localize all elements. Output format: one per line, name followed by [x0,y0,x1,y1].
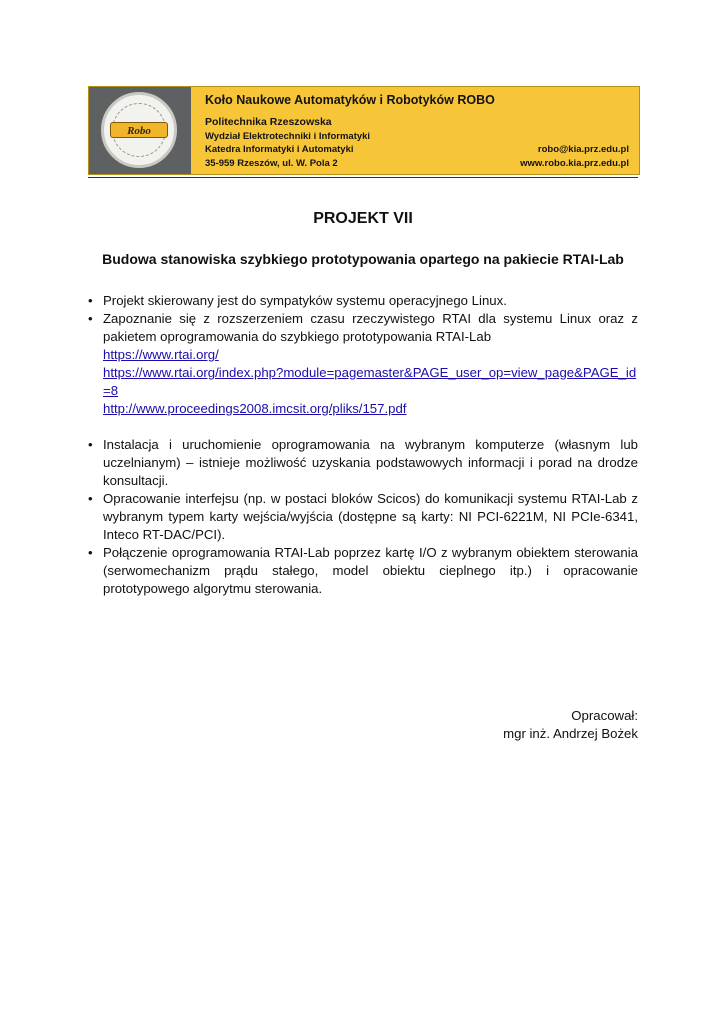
list-item-text: Projekt skierowany jest do sympatyków systemu operacyjnego Linux. [103,293,507,308]
proceedings-pdf-link[interactable]: http://www.proceedings2008.imcsit.org/pliks/157.pdf [103,401,407,416]
signature-author: mgr inż. Andrzej Bożek [503,726,638,741]
signature-block [503,707,638,743]
bullet-icon: • [88,491,93,506]
signature-label: Opracował: [571,708,638,723]
task-list [88,292,638,598]
document-title: PROJEKT VII [313,210,413,227]
document-body [88,210,638,598]
bullet-icon: • [88,437,93,452]
rtai-link[interactable]: https://www.rtai.org/ [103,347,219,362]
bullet-icon: • [88,545,93,560]
document-subtitle: Budowa stanowiska szybkiego prototypowania opartego na pakiecie RTAI-Lab [102,251,624,267]
department-name: Katedra Informatyki i Automatyki [205,144,354,155]
faculty-name: Wydział Elektrotechniki i Informatyki [205,131,371,142]
list-item-text: Instalacja i uruchomienie oprogramowania na wybranym komputerze (własnym lub uczelnianym) – istnieje możliwość uzyskania podstawowych informacji i porad na drodze konsultacji. [103,437,638,488]
list-item-text: Opracowanie interfejsu (np. w postaci bloków Scicos) do komunikacji systemu RTAI-Lab z wybranym typem karty wejścia/wyjścia (dostępne są karty: NI PCI-6221M, NI PCIe-6341, Inteco RT-DAC/PCI). [103,491,638,542]
header-banner [88,86,640,175]
rtai-page-link[interactable]: https://www.rtai.org/index.php?module=pagemaster&PAGE_user_op=view_page&PAGE_id=8 [103,365,637,398]
list-item-text: Połączenie oprogramowania RTAI-Lab poprzez kartę I/O z wybranym obiektem sterowania (serwomechanizm prądu stałego, model obiektu cieplnego itp.) i opracowanie prototypowego algorytmu sterowania. [103,545,638,596]
university-name: Politechnika Rzeszowska [205,116,332,128]
list-item [88,292,638,310]
bullet-icon: • [88,293,93,308]
robo-logo-icon [101,92,177,168]
bullet-icon: • [88,311,93,326]
logo-text: Robo [110,122,168,138]
address: 35-959 Rzeszów, ul. W. Pola 2 [205,158,338,169]
header-divider [88,177,638,178]
list-item [88,436,638,490]
list-spacer [88,418,638,436]
list-item-text: Zapoznanie się z rozszerzeniem czasu rzeczywistego RTAI dla systemu Linux oraz z pakietem oprogramowania do szybkiego prototypowania RTAI-Lab [103,311,638,344]
logo-panel [89,87,191,174]
club-name: Koło Naukowe Automatyków i Robotyków ROBO [205,93,495,107]
list-item [88,310,638,418]
list-item [88,490,638,544]
list-item [88,544,638,598]
email-address: robo@kia.prz.edu.pl [537,144,629,155]
website-address: www.robo.kia.prz.edu.pl [520,158,629,169]
